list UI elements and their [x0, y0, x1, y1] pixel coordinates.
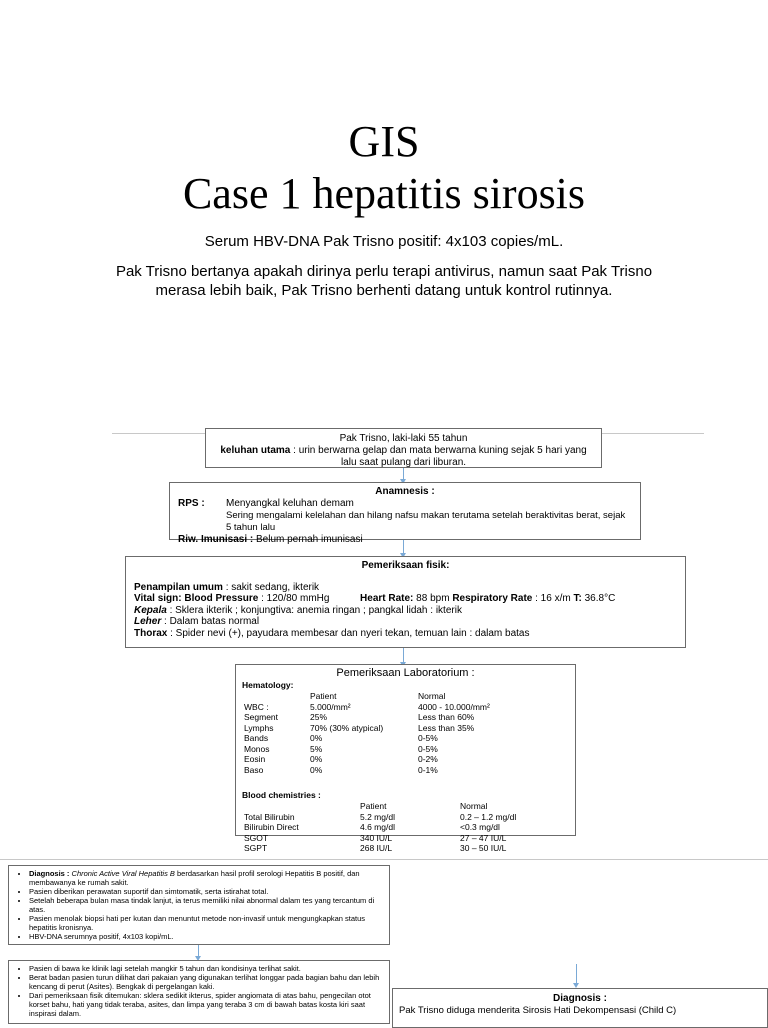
table-cell: Bilirubin Direct — [244, 822, 299, 832]
table-row — [242, 723, 492, 734]
table-cell: Total Bilirubin — [244, 811, 295, 822]
table-cell: 25% — [310, 712, 328, 722]
col-normal: Normal — [418, 691, 446, 701]
table-cell: 70% (30% atypical) — [310, 722, 384, 733]
neck-label: Leher — [134, 616, 162, 627]
rps-line2: Sering mengalami kelelahan dan hilang nafsu makan terutama setelah beraktivitas berat, sejak 5 tahun lalu — [226, 510, 626, 533]
table-row — [242, 812, 518, 823]
table-row — [242, 744, 492, 755]
head-label: Kepala — [134, 604, 167, 616]
list-item: • Pasien di bawa ke klinik lagi setelah mangkir 5 tahun dan kondisinya terlihat sakit. — [29, 964, 383, 973]
hr-value: 88 bpm — [416, 593, 450, 604]
table-row — [242, 754, 492, 765]
general-appearance — [134, 582, 677, 594]
temp-value: 36.8°C — [584, 593, 616, 604]
diagnosis-list — [15, 869, 383, 941]
followup-list — [15, 964, 383, 1018]
patient-box — [205, 428, 602, 468]
lab-title: Pemeriksaan Laboratorium : — [336, 667, 475, 679]
table-cell: Segment — [244, 712, 279, 722]
chemistry-table — [242, 801, 518, 854]
list-item: • Pasien menolak biopsi hati per kutan dan menuntut metode non-invasif untuk mengungkapkan status hepatitis kronisnya. — [29, 914, 383, 932]
slide-title: GIS — [348, 117, 420, 166]
chemistry-title: Blood chemistries : — [242, 790, 321, 800]
table-cell: 0-5% — [418, 733, 438, 743]
list-item: • Pasien diberikan perawatan suportif dan simtomatik, serta istirahat total. — [29, 887, 383, 896]
head-text: : Sklera ikterik ; konjungtiva: anemia ringan ; pangkal lidah : ikterik — [169, 604, 462, 616]
table-cell: 0-1% — [418, 764, 438, 775]
col-patient: Patient — [360, 801, 387, 811]
hematology-table — [242, 691, 492, 775]
subtitle-hbv-dna: Serum HBV-DNA Pak Trisno positif: 4x103 copies/mL. — [204, 233, 564, 250]
list-item: • Dari pemeriksaan fisik ditemukan: sklera sedikit ikterus, spider angiomata di atas bahu, pengecilan otot korset bahu, hati yang tidak teraba, asites, dan limpa yang teraba 3 cm di bawah batas kosta kiri saat inspirasi dalam. — [29, 991, 383, 1018]
table-cell: Monos — [244, 743, 270, 754]
final-diagnosis-text: Pak Trisno diduga menderita Sirosis Hati Dekompensasi (Child C) — [399, 1005, 677, 1016]
col-normal: Normal — [460, 801, 488, 811]
rr-value: : 16 x/m — [535, 593, 571, 604]
table-cell: 0.2 – 1.2 mg/dl — [460, 811, 517, 822]
table-cell: 0-5% — [418, 743, 438, 754]
table-cell: 0% — [310, 764, 323, 775]
laboratory-box — [235, 664, 576, 853]
arrow-down-icon — [576, 964, 577, 984]
chief-complaint — [212, 445, 595, 469]
list-item: • Berat badan pasien turun dilihat dari pakaian yang digunakan terlihat longgar pada bagian bahu dan lebih kencang di perut (Asites). Bengkak di pergelangan kaki. — [29, 973, 383, 991]
col-patient: Patient — [310, 691, 337, 701]
patient-identity: Pak Trisno, laki-laki 55 tahun — [339, 433, 468, 444]
table-cell: 27 – 47 IU/L — [460, 832, 507, 843]
diagnosis-lead: Chronic Active Viral Hepatitis B — [71, 869, 175, 878]
table-cell: SGOT — [244, 832, 269, 843]
table-cell: 0% — [310, 733, 323, 743]
diagnosis-box — [8, 865, 390, 945]
table-cell: 30 – 50 IU/L — [460, 843, 507, 853]
table-row — [242, 733, 492, 744]
list-item: • HBV-DNA serumnya positif, 4x103 kopi/mL. — [29, 932, 383, 941]
complaint-text: : urin berwarna gelap dan mata berwarna kuning sejak 5 hari yang lalu saat pulang dari liburan. — [293, 445, 587, 468]
immunization-text: Belum pernah imunisasi — [255, 534, 363, 545]
thorax-exam — [134, 628, 677, 640]
table-cell: SGPT — [244, 843, 268, 853]
anamnesis-title: Anamnesis : — [375, 486, 435, 497]
table-cell: 5.2 mg/dl — [360, 811, 395, 822]
rps-line1: Menyangkal keluhan demam — [226, 498, 354, 509]
subtitle-patient-question: Pak Trisno bertanya apakah dirinya perlu terapi antivirus, namun saat Pak Trisno merasa lebih baik, Pak Trisno berhenti datang untuk kontrol rutinnya. — [115, 263, 653, 299]
exam-title: Pemeriksaan fisik: — [361, 560, 450, 571]
table-cell: 340 IU/L — [360, 832, 393, 843]
rps-label: RPS : — [178, 498, 205, 509]
table-cell: 0% — [310, 754, 323, 764]
list-item: • Setelah beberapa bulan masa tindak lanjut, ia terus memiliki nilai abnormal dalam tes yang tercantum di atas. — [29, 896, 383, 914]
thorax-label: Thorax — [134, 627, 168, 639]
arrow-down-icon — [403, 540, 404, 554]
table-row — [242, 833, 518, 844]
table-row — [242, 822, 518, 833]
table-cell: 5% — [310, 743, 323, 754]
vital-signs — [134, 593, 677, 605]
physical-exam-box — [125, 556, 686, 648]
anamnesis-box — [169, 482, 641, 545]
table-cell: 4.6 mg/dl — [360, 822, 395, 832]
table-cell: Lymphs — [244, 722, 274, 733]
general-label: Penampilan umum — [134, 581, 223, 593]
rps-row — [178, 498, 632, 534]
complaint-label: keluhan utama — [220, 445, 291, 456]
table-cell: Less than 35% — [418, 722, 475, 733]
slide-title-line2: Case 1 hepatitis sirosis — [182, 169, 586, 218]
neck-exam — [134, 616, 677, 628]
bp-value: : 120/80 mmHg — [261, 593, 330, 604]
thorax-text: : Spider nevi (+), payudara membesar dan nyeri tekan, temuan lain : dalam batas — [170, 627, 530, 639]
table-cell: Eosin — [244, 754, 266, 764]
table-cell: WBC : — [244, 701, 269, 712]
head-exam — [134, 605, 677, 617]
table-cell: 0-2% — [418, 754, 438, 764]
neck-text: : Dalam batas normal — [164, 616, 260, 627]
rr-label: Respiratory Rate — [452, 593, 533, 604]
diagnosis-label: Diagnosis : — [29, 869, 70, 878]
hematology-title: Hematology: — [242, 680, 294, 690]
table-cell: 5.000/mm² — [310, 701, 351, 712]
arrow-down-icon — [403, 468, 404, 480]
table-cell: 4000 - 10.000/mm² — [418, 701, 490, 712]
general-text: : sakit sedang, ikterik — [225, 581, 320, 593]
divider-line — [0, 859, 768, 860]
table-row — [242, 702, 492, 713]
vital-label: Vital sign: — [134, 593, 182, 604]
table-cell: Less than 60% — [418, 712, 475, 722]
final-diagnosis-title: Diagnosis : — [553, 993, 607, 1004]
table-cell: Bands — [244, 733, 269, 743]
hr-label: Heart Rate: — [360, 593, 414, 604]
arrow-down-icon — [198, 945, 199, 957]
immunization-label: Riw. Imunisasi : — [178, 534, 254, 545]
temp-label: T: — [573, 593, 582, 604]
followup-box — [8, 960, 390, 1024]
immunization-row — [178, 534, 632, 546]
arrow-down-icon — [403, 648, 404, 663]
list-item: • Diagnosis : Chronic Active Viral Hepatitis B berdasarkan hasil profil serologi Hepatitis B positif, dan membawanya ke rumah sakit. — [29, 869, 383, 887]
table-cell: <0.3 mg/dl — [460, 822, 500, 832]
table-row — [242, 712, 492, 723]
table-cell: 268 IU/L — [360, 843, 393, 853]
table-cell: Baso — [244, 764, 264, 775]
bp-label: Blood Pressure — [184, 593, 259, 604]
table-row — [242, 765, 492, 776]
table-row — [242, 843, 518, 854]
final-diagnosis-box — [392, 988, 768, 1028]
